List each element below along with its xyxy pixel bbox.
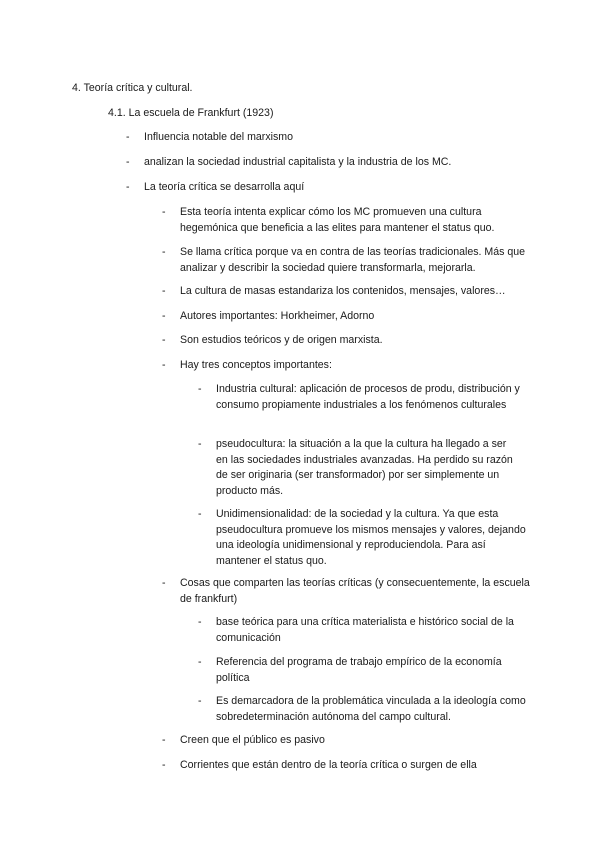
bullet-dash: - bbox=[162, 577, 166, 589]
bullet-dash: - bbox=[162, 734, 166, 746]
list-item bbox=[162, 309, 534, 325]
bullet-dash: - bbox=[198, 508, 202, 520]
bullet-dash: - bbox=[162, 310, 166, 322]
list-item-text: analizan la sociedad industrial capitalista y la industria de los MC. bbox=[144, 156, 452, 168]
list-item bbox=[198, 437, 518, 499]
list-item-text: Hay tres conceptos importantes: bbox=[180, 359, 332, 371]
bullet-dash: - bbox=[162, 206, 166, 218]
list-item-text: Autores importantes: Horkheimer, Adorno bbox=[180, 310, 375, 322]
list-item bbox=[162, 333, 534, 349]
list-item bbox=[198, 615, 526, 646]
section-title: 4. Teoría crítica y cultural. bbox=[72, 82, 193, 94]
list-item bbox=[162, 733, 534, 749]
list-item-text: base teórica para una crítica materialista e histórico social de la comunicación bbox=[216, 616, 514, 644]
list-item-text: pseudocultura: la situación a la que la cultura ha llegado a ser en las sociedades industriales avanzadas. Ha perdido su razón de ser originaria (ser transformador) por ser simplemente un producto más. bbox=[216, 438, 513, 497]
list-item bbox=[162, 358, 534, 374]
list-item bbox=[162, 284, 534, 300]
list-item bbox=[126, 180, 506, 196]
bullet-dash: - bbox=[162, 334, 166, 346]
bullet-dash: - bbox=[162, 285, 166, 297]
list-item bbox=[198, 655, 518, 686]
list-item bbox=[126, 155, 506, 171]
list-item-text: La teoría crítica se desarrolla aquí bbox=[144, 181, 305, 193]
bullet-dash: - bbox=[198, 438, 202, 450]
list-item-text: Referencia del programa de trabajo empírico de la economía política bbox=[216, 656, 502, 684]
bullet-dash: - bbox=[126, 131, 130, 143]
list-item-text: La cultura de masas estandariza los contenidos, mensajes, valores… bbox=[180, 285, 506, 297]
list-item bbox=[198, 507, 526, 569]
list-item-text: Corrientes que están dentro de la teoría crítica o surgen de ella bbox=[180, 759, 477, 771]
bullet-dash: - bbox=[198, 616, 202, 628]
bullet-dash: - bbox=[126, 181, 130, 193]
list-item-text: Esta teoría intenta explicar cómo los MC promueven una cultura hegemónica que beneficia a las elites para mantener el status quo. bbox=[180, 206, 495, 234]
list-item-text: Cosas que comparten las teorías críticas (y consecuentemente, la escuela de frankfurt) bbox=[180, 577, 530, 605]
list-item-text: Es demarcadora de la problemática vinculada a la ideología como sobredeterminación autónoma del campo cultural. bbox=[216, 695, 526, 723]
list-item bbox=[198, 382, 532, 413]
list-item-text: Creen que el público es pasivo bbox=[180, 734, 325, 746]
list-item-text: Unidimensionalidad: de la sociedad y la cultura. Ya que esta pseudocultura promueve los mismos mensajes y valores, dejando una ideología unidimensional y reproduciendola. Para así mantener el status quo. bbox=[216, 508, 526, 567]
list-item-text: Son estudios teóricos y de origen marxista. bbox=[180, 334, 383, 346]
list-item bbox=[198, 694, 526, 725]
bullet-dash: - bbox=[198, 383, 202, 395]
subsection-title: 4.1. La escuela de Frankfurt (1923) bbox=[108, 107, 274, 119]
bullet-dash: - bbox=[198, 656, 202, 668]
bullet-dash: - bbox=[162, 359, 166, 371]
bullet-dash: - bbox=[126, 156, 130, 168]
list-item bbox=[162, 245, 534, 276]
bullet-dash: - bbox=[162, 759, 166, 771]
list-item bbox=[162, 758, 534, 774]
list-item-text: Industria cultural: aplicación de procesos de produ, distribución y consumo propiamente industriales a los fenómenos culturales bbox=[216, 383, 520, 411]
list-item bbox=[126, 130, 506, 146]
bullet-dash: - bbox=[162, 246, 166, 258]
list-item-text: Se llama crítica porque va en contra de las teorías tradicionales. Más que analizar y describir la sociedad quiere transformarla, mejorarla. bbox=[180, 246, 526, 274]
list-item bbox=[162, 576, 534, 607]
list-item bbox=[162, 205, 534, 236]
list-item-text: Influencia notable del marxismo bbox=[144, 131, 293, 143]
bullet-dash: - bbox=[198, 695, 202, 707]
